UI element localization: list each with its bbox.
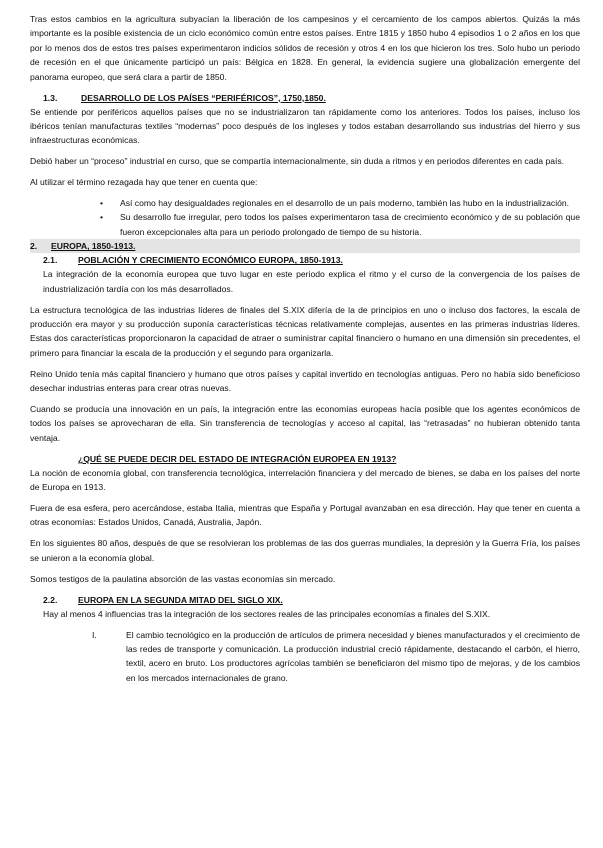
heading-number: 2. (30, 241, 38, 252)
paragraph: Al utilizar el término rezagada hay que tener en cuenta que: (30, 177, 258, 188)
heading-1-3 (30, 91, 580, 105)
paragraph: La integración de la economía europea que tuvo lugar en este periodo explica el ritmo y el curso de la convergencia de los países de industrialización tardía con los más desarrollados. (43, 269, 580, 294)
list-item (30, 210, 580, 239)
list-item-text: Así como hay desigualdades regionales en el desarrollo de un país moderno, también las hubo en la industrialización. (120, 198, 570, 209)
paragraph: En los siguientes 80 años, después de que se resolvieran los problemas de las dos guerras mundiales, la depresión y la Guerra Fría, los países se unieron a la economía global. (30, 538, 580, 563)
heading-title: DESARROLLO DE LOS PAÍSES “PERIFÉRICOS”, 1750,1850. (81, 92, 326, 103)
bullet-icon: • (100, 198, 104, 209)
heading-2-2 (30, 593, 580, 607)
heading-title: ¿QUÉ SE PUEDE DECIR DEL ESTADO DE INTEGRACIÓN EUROPEA EN 1913? (78, 453, 397, 464)
roman-list-item (30, 628, 580, 686)
paragraph: Reino Unido tenía más capital financiero y humano que otros países y capital invertido en tecnologías antiguas. Pero no había sido beneficioso desechar industrias enteras para crear otras nuevas. (30, 368, 580, 394)
paragraph: Hay al menos 4 influencias tras la integración de los sectores reales de las principales economías a finales del S.XIX. (43, 608, 491, 619)
bullet-icon: • (100, 212, 104, 223)
list-item-text: Su desarrollo fue irregular, pero todos los países experimentaron tasa de crecimiento económico y de su población que fueron excepcionales alta para un periodo prolongado de tiempo de su historia. (120, 212, 580, 237)
heading-title: EUROPA, 1850-1913. (51, 241, 136, 252)
heading-number: 2.1. (43, 255, 58, 266)
heading-title: POBLACIÓN Y CRECIMIENTO ECONÓMICO EUROPA, 1850-1913. (78, 255, 343, 266)
document-page (30, 12, 580, 685)
paragraph: Somos testigos de la paulatina absorción de las vastas economías sin mercado. (30, 573, 336, 584)
heading-title: EUROPA EN LA SEGUNDA MITAD DEL SIGLO XIX. (78, 594, 283, 605)
heading-number: 2.2. (43, 594, 58, 605)
list-item-text: El cambio tecnológico en la producción de artículos de primera necesidad y bienes manufacturados y el crecimiento de las redes de transporte y comunicación. La producción industrial creció rápidamente, destacando el carbón, el hierro, textil, acero en bruto. Los productores agrícolas también se beneficiaron del mismo tipo de mejoras, y de los cambios en los mercados internacionales de grano. (126, 629, 580, 683)
heading-2-1 (30, 253, 580, 267)
paragraph: La estructura tecnológica de las industrias líderes de finales del S.XIX difería de la de principios en uno o incluso dos factores, la escala de producción era mayor y su producción suponía características técnicas relativamente complejas, ausentes en las primeras industrias líderes. Estas dos características proporcionaron la capacidad de atraer o suministrar capital financiero o humano en una dimensión sin precedentes, el primero para financiar la escala de la producción y el segundo para organizarla. (30, 304, 580, 358)
heading-question (30, 452, 580, 466)
heading-2 (30, 239, 580, 253)
heading-number: 1.3. (43, 92, 58, 103)
paragraph: Cuando se producía una innovación en un país, la integración entre las economías europeas hacía posible que los agentes económicos de todos los países se aprovecharan de ella. Sin transferencia de tecnologías y acceso al capital, las “retrasadas” no hubieran obtenido tanta ventaja. (30, 404, 580, 443)
paragraph: Debió haber un “proceso” industrial en curso, que se compartía internacionalmente, sin duda a ritmos y en periodos diferentes en cada país. (30, 156, 565, 167)
paragraph: Se entiende por periféricos aquellos países que no se industrializaron tan rápidamente como los anteriores. Todos los países, incluso los ibéricos tenían manufacturas textiles “modernas” poco después de los ingleses y todos estaban desarrollando sus industrias del hierro y sus infraestructuras económicas. (30, 106, 580, 146)
list-item (30, 196, 580, 210)
roman-numeral: I. (92, 629, 97, 640)
paragraph: Fuera de esa esfera, pero acercándose, estaba Italia, mientras que España y Portugal avanzaban en esa dirección. Hay que tener en cuenta a otras economías: Estados Unidos, Canadá, Australia, Japón. (30, 503, 580, 528)
paragraph: La noción de economía global, con transferencia tecnológica, interrelación financiera y del mercado de bienes, se daba en los países del norte de Europa en 1913. (30, 467, 580, 493)
bullet-list (30, 196, 580, 239)
paragraph: Tras estos cambios en la agricultura subyacían la liberación de los campesinos y el cercamiento de los campos abiertos. Quizás la más importante es la posible existencia de un ciclo económico común entre estos países. Entre 1815 y 1850 hubo 4 episodios 1 o 2 años en los que por lo menos dos de estos tres países experimentaron indicios sólidos de recesión y otros 4 en los que hicieron los tres. Solo hubo un periodo de recesión en el que únicamente participó un país: Bélgica en 1828. En general, la evidencia sugiere una globalización emergente del panorama europeo, que será clara a partir de 1850. (30, 14, 580, 82)
